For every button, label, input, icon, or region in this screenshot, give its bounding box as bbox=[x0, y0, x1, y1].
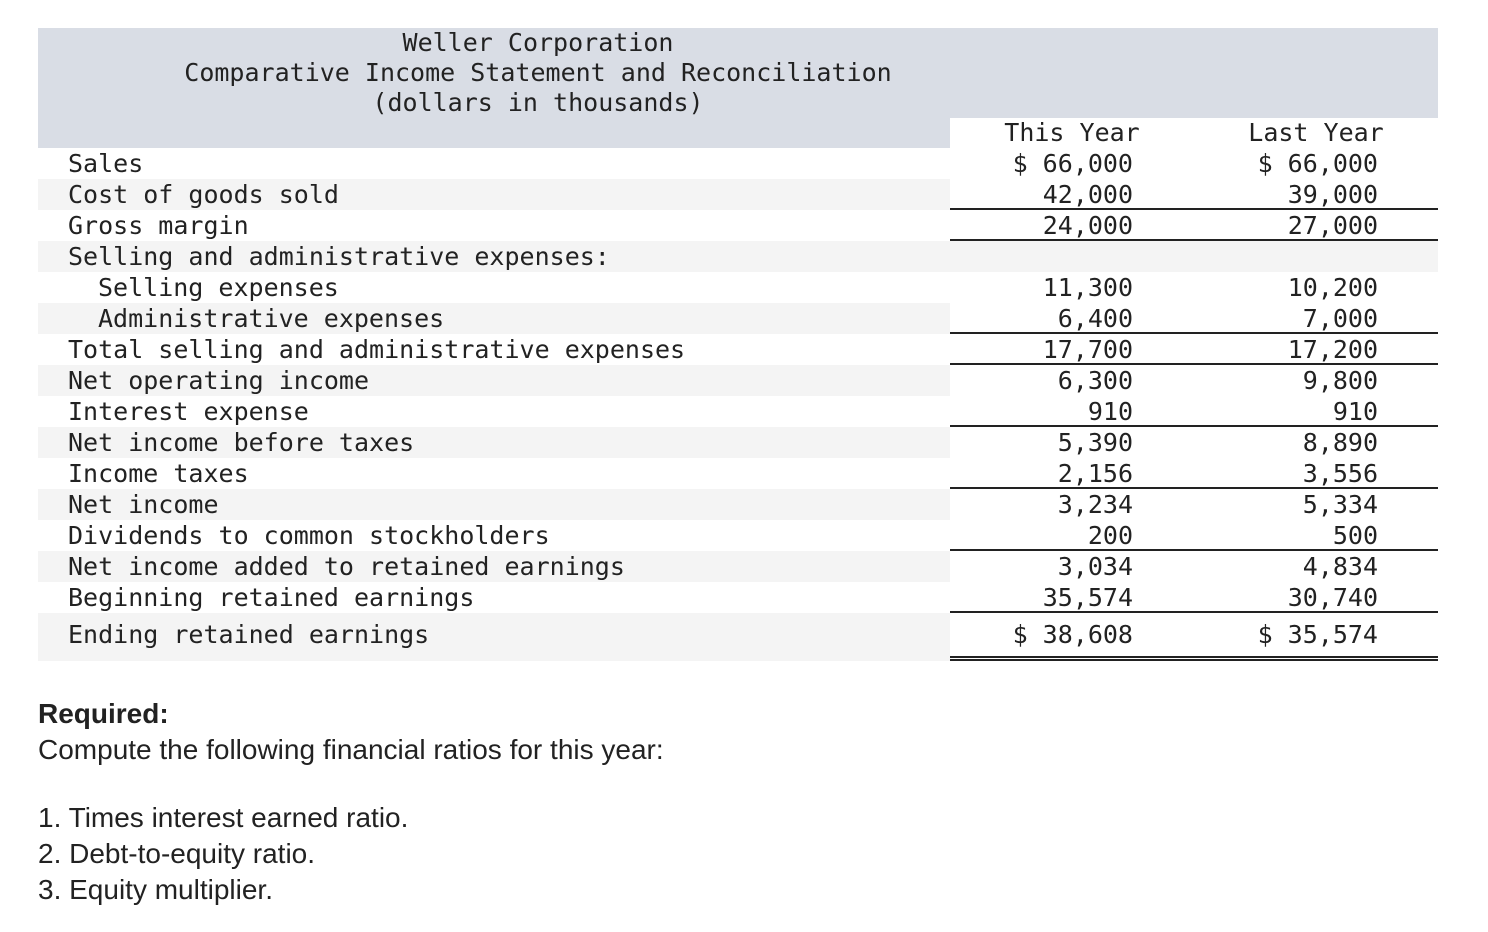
table-row bbox=[38, 179, 1438, 210]
row-label: Net operating income bbox=[68, 366, 370, 395]
row-label: Administrative expenses bbox=[98, 304, 445, 333]
table-row bbox=[38, 520, 1438, 551]
statement-title: Comparative Income Statement and Reconciliation bbox=[184, 58, 892, 87]
row-label: Net income bbox=[68, 490, 219, 519]
table-row bbox=[38, 241, 1438, 272]
this-year-value: 17,700 bbox=[950, 334, 1194, 365]
required-instruction: Compute the following financial ratios for this year: bbox=[38, 734, 664, 765]
table-row bbox=[38, 489, 1438, 520]
list-item: 1. Times interest earned ratio. bbox=[38, 802, 409, 833]
row-label: Selling expenses bbox=[98, 273, 339, 302]
last-year-value: $ 66,000 bbox=[1194, 148, 1438, 179]
row-label: Dividends to common stockholders bbox=[68, 521, 550, 550]
row-label: Net income added to retained earnings bbox=[68, 552, 625, 581]
list-item: 3. Equity multiplier. bbox=[38, 874, 273, 905]
table-row bbox=[38, 458, 1438, 489]
this-year-value: 6,400 bbox=[950, 303, 1194, 334]
row-label: Cost of goods sold bbox=[68, 180, 339, 209]
table-row bbox=[38, 396, 1438, 427]
row-label: Selling and administrative expenses: bbox=[68, 242, 610, 271]
last-year-value: 500 bbox=[1194, 520, 1438, 551]
table-row bbox=[38, 303, 1438, 334]
row-label: Beginning retained earnings bbox=[68, 583, 475, 612]
required-section bbox=[38, 696, 664, 908]
table-row bbox=[38, 334, 1438, 365]
row-label: Ending retained earnings bbox=[68, 620, 430, 649]
this-year-value: 3,034 bbox=[950, 551, 1194, 582]
ratio-list bbox=[38, 800, 664, 908]
last-year-value: 4,834 bbox=[1194, 551, 1438, 582]
table-row bbox=[38, 148, 1438, 179]
row-label: Total selling and administrative expenses bbox=[68, 335, 686, 364]
last-year-value: 9,800 bbox=[1194, 365, 1438, 396]
this-year-value: 5,390 bbox=[950, 427, 1194, 458]
last-year-value: 10,200 bbox=[1194, 272, 1438, 303]
last-year-value: 39,000 bbox=[1194, 179, 1438, 210]
table-row bbox=[38, 272, 1438, 303]
table-row bbox=[38, 551, 1438, 582]
list-item: 2. Debt-to-equity ratio. bbox=[38, 838, 316, 869]
this-year-value: $ 66,000 bbox=[950, 148, 1194, 179]
last-year-value: 5,334 bbox=[1194, 489, 1438, 520]
statement-units: (dollars in thousands) bbox=[372, 88, 704, 117]
required-heading: Required: bbox=[38, 698, 169, 729]
last-year-value: 27,000 bbox=[1194, 210, 1438, 241]
this-year-value: 6,300 bbox=[950, 365, 1194, 396]
this-year-value: 35,574 bbox=[950, 582, 1194, 613]
last-year-value: 7,000 bbox=[1194, 303, 1438, 334]
this-year-value: 42,000 bbox=[950, 179, 1194, 210]
last-year-value: $ 35,574 bbox=[1194, 613, 1438, 661]
this-year-value: 24,000 bbox=[950, 210, 1194, 241]
table-row bbox=[38, 365, 1438, 396]
this-year-value: 200 bbox=[950, 520, 1194, 551]
last-year-value: 30,740 bbox=[1194, 582, 1438, 613]
table-row bbox=[38, 427, 1438, 458]
table-row bbox=[38, 210, 1438, 241]
statement-header bbox=[38, 28, 1438, 148]
this-year-value: 910 bbox=[950, 396, 1194, 427]
this-year-value: 2,156 bbox=[950, 458, 1194, 489]
income-statement-table bbox=[38, 28, 1438, 661]
last-year-value: 17,200 bbox=[1194, 334, 1438, 365]
company-name: Weller Corporation bbox=[402, 28, 674, 57]
column-header-this-year: This Year bbox=[950, 118, 1194, 148]
this-year-value: $ 38,608 bbox=[950, 613, 1194, 661]
this-year-value: 3,234 bbox=[950, 489, 1194, 520]
column-header-last-year: Last Year bbox=[1194, 118, 1438, 148]
row-label: Sales bbox=[68, 149, 144, 178]
this-year-value: 11,300 bbox=[950, 272, 1194, 303]
last-year-value: 8,890 bbox=[1194, 427, 1438, 458]
last-year-value: 910 bbox=[1194, 396, 1438, 427]
row-label: Interest expense bbox=[68, 397, 309, 426]
table-row bbox=[38, 613, 1438, 661]
row-label: Gross margin bbox=[68, 211, 249, 240]
row-label: Income taxes bbox=[68, 459, 249, 488]
last-year-value: 3,556 bbox=[1194, 458, 1438, 489]
row-label: Net income before taxes bbox=[68, 428, 415, 457]
table-row bbox=[38, 582, 1438, 613]
